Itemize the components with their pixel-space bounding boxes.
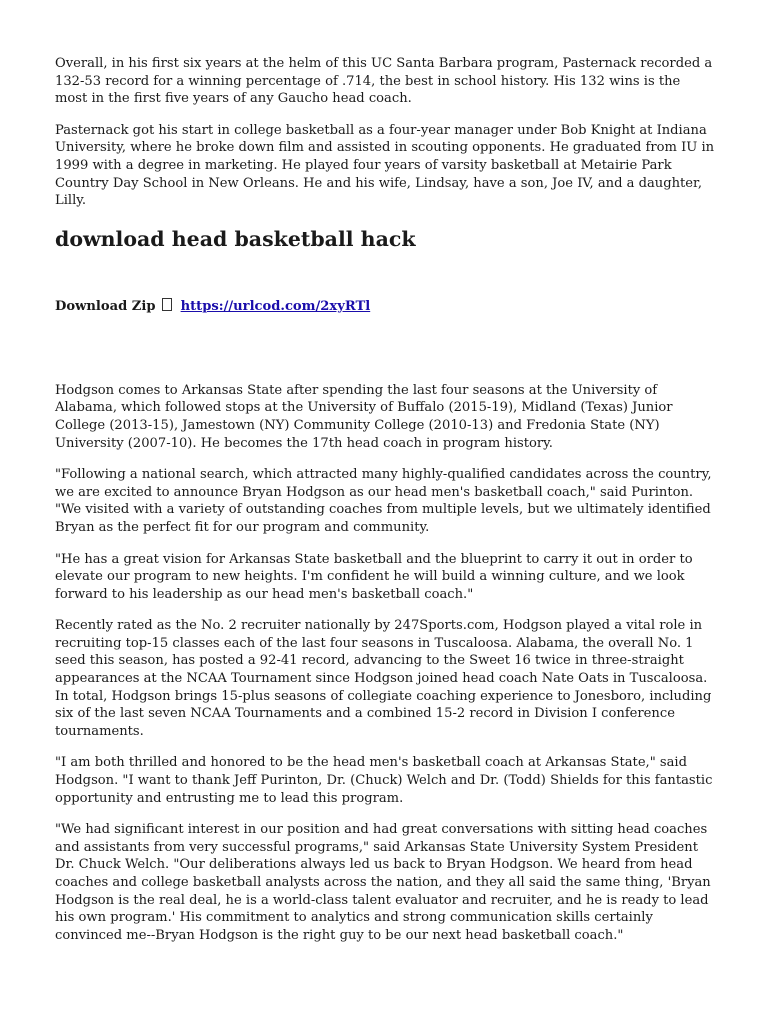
paragraph-body-3: "He has a great vision for Arkansas State basketball and the blueprint to carry it out in order to elevate our program to new heights. I'm confident he will build a winning culture, and we look forward to his leadership as our head men's basketball coach." — [55, 551, 693, 602]
download-label: Download Zip — [55, 298, 156, 314]
paragraph-body-6: "We had significant interest in our position and had great conversations with sitting head coaches and assistants from very successful programs," said Arkansas State University System President Dr. Chuck Welch. "Our deliberations always led us back to Bryan Hodgson. We heard from head coaches and college basketball analysts across the nation, and they all said the same thing, 'Bryan Hodgson is the real deal, he is a world-class talent evaluator and recruiter, and he is ready to lead his own program.' His commitment to analytics and strong communication skills certainly convinced me--Bryan Hodgson is the right guy to be our next head basketball coach." — [55, 822, 711, 943]
spacer — [55, 316, 715, 382]
paragraph-body-4: Recently rated as the No. 2 recruiter nationally by 247Sports.com, Hodgson played a vital role in recruiting top-15 classes each of the last four seasons in Tuscaloosa. Alabama, the overall No. 1 seed this season, has posted a 92-41 record, advancing to the Sweet 16 twice in three-straight appearances at the NCAA Tournament since Hodgson joined head coach Nate Oats in Tuscaloosa. In total, Hodgson brings 15-plus seasons of collegiate coaching experience to Jonesboro, including six of the last seven NCAA Tournaments and a combined 15-2 record in Division I conference tournaments. — [55, 618, 712, 739]
paragraph-intro-1: Overall, in his first six years at the helm of this UC Santa Barbara program, Pasternack recorded a 132-53 record for a winning percentage of .714, the best in school history. His 132 wins is the most in the first five years of any Gaucho head coach. — [55, 56, 713, 107]
download-line — [55, 298, 715, 316]
document-page — [55, 55, 715, 958]
paragraph-body-1: Hodgson comes to Arkansas State after spending the last four seasons at the University of Alabama, which followed stops at the University of Buffalo (2015-19), Midland (Texas) Junior College (2013-15), Jamestown (NY) Community College (2010-13) and Fredonia State (NY) University (2007-10). He becomes the 17th head coach in program history. — [55, 382, 673, 451]
paragraph-body-5: "I am both thrilled and honored to be the head men's basketball coach at Arkansas State," said Hodgson. "I want to thank Jeff Purinton, Dr. (Chuck) Welch and Dr. (Todd) Shields for this fantastic opportunity and entrusting me to lead this program. — [55, 755, 713, 806]
download-link[interactable]: https://urlcod.com/2xyRTl — [180, 298, 371, 314]
section-heading: download head basketball hack — [55, 226, 416, 251]
paragraph-body-2: "Following a national search, which attracted many highly-qualified candidates across the country, we are excited to announce Bryan Hodgson as our head men's basketball coach," said Purinton. "We visited with a variety of outstanding coaches from multiple levels, but we ultimately identified Bryan as the perfect fit for our program and community. — [55, 467, 712, 535]
missing-glyph-icon — [162, 298, 172, 311]
paragraph-intro-2: Pasternack got his start in college basketball as a four-year manager under Bob Knight at Indiana University, where he broke down film and assisted in scouting opponents. He graduated from IU in 1999 with a degree in marketing. He played four years of varsity basketball at Metairie Park Country Day School in New Orleans. He and his wife, Lindsay, have a son, Joe IV, and a daughter, Lilly. — [55, 122, 715, 209]
